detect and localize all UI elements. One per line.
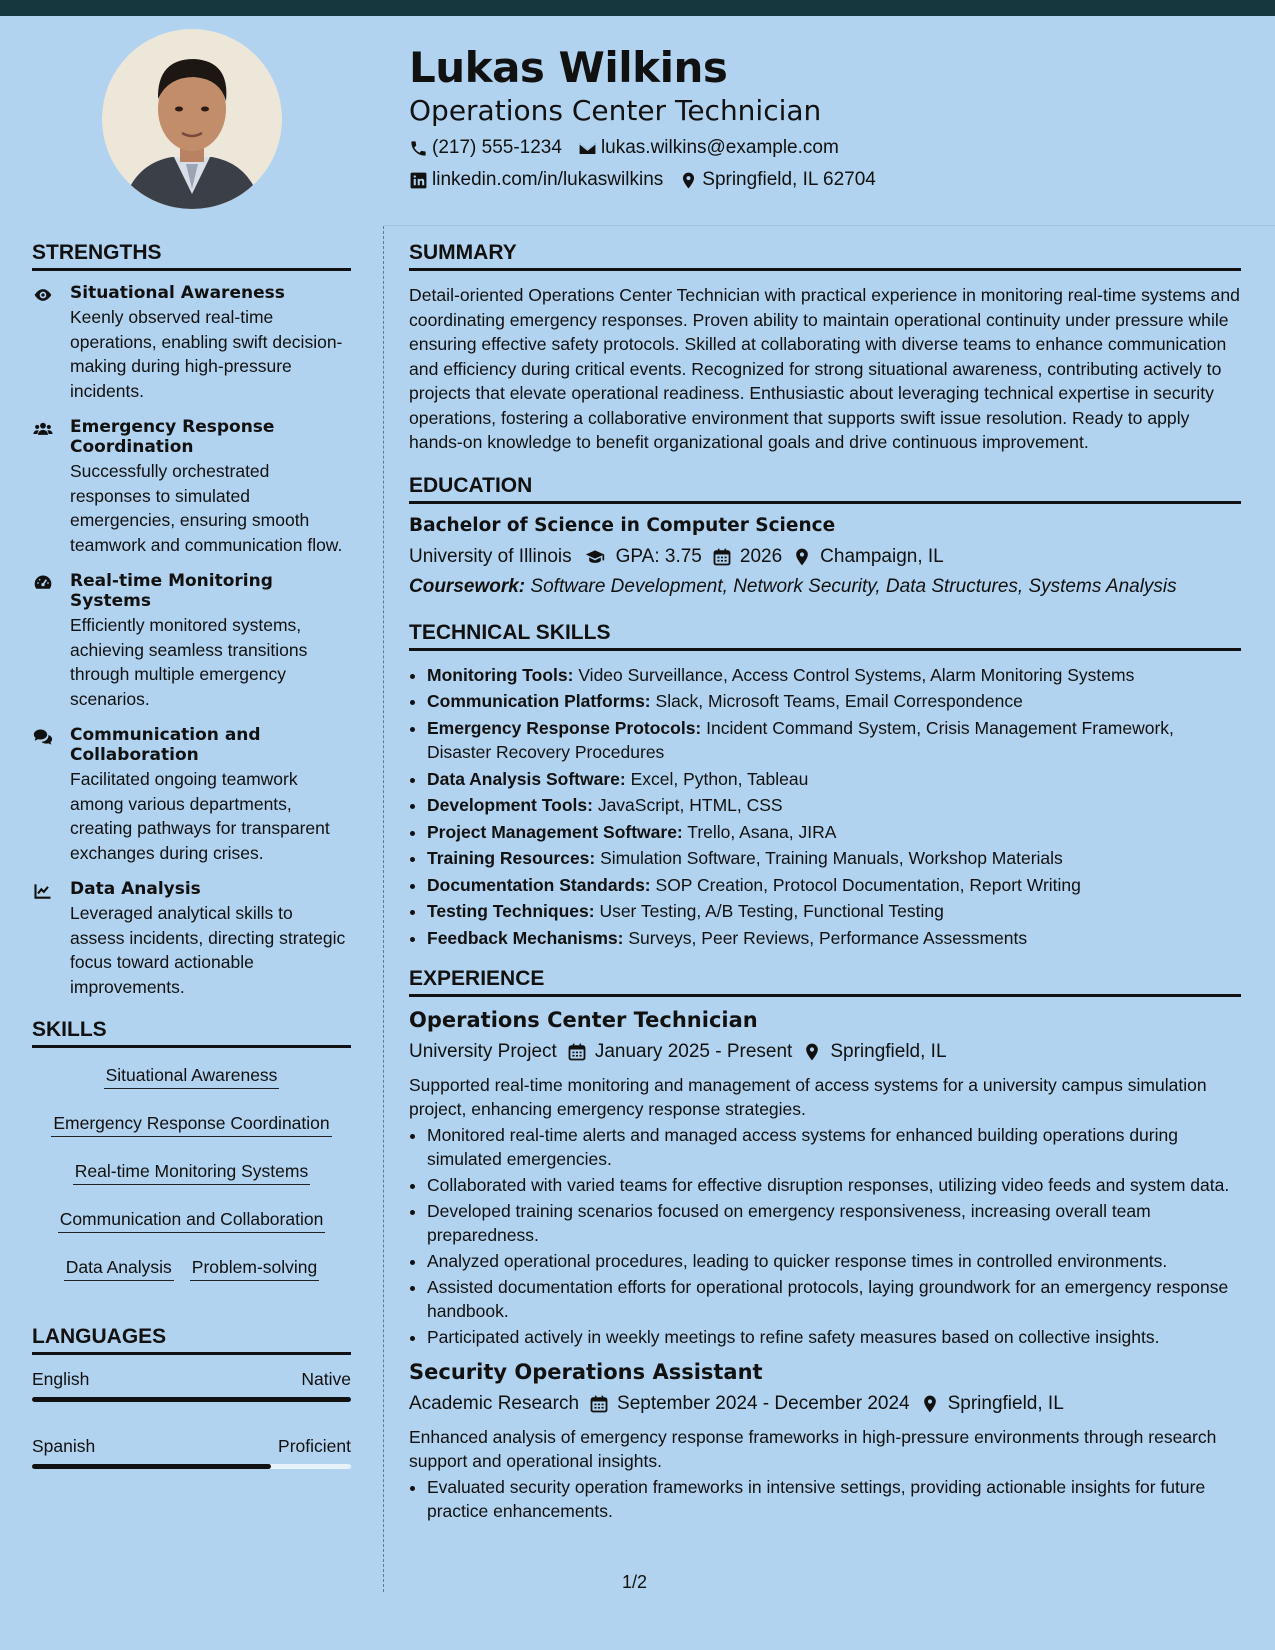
linkedin-item[interactable] [409, 168, 663, 192]
summary-text: Detail-oriented Operations Center Technician with practical experience in monitoring real-time systems and coordinating emergency responses. Proven ability to maintain operational continuity under pressure while ensuring effective safety protocols. Skilled at collaborating with diverse teams to enhance communication and efficiency during critical events. Recognized for strong situational awareness, contributing actively to projects that elevate operational readiness. Enthusiastic about leveraging technical expertise in security operations, fostering a collaborative environment that supports swift issue resolution. Ready to apply hands-on knowledge to benefit organizational goals and drive continuous improvement. [409, 285, 1240, 452]
map-pin-icon [792, 547, 812, 567]
job-description: Supported real-time monitoring and management of access systems for a university campus simulation project, enhancing emergency response strategies. [409, 1075, 1207, 1119]
email-item[interactable] [578, 136, 839, 160]
right-column [409, 238, 1241, 1535]
job-bullets [409, 1475, 1241, 1523]
tech-skill-value: Video Surveillance, Access Control Systems, Alarm Monitoring Systems [578, 664, 1135, 685]
chart-line-icon [32, 881, 54, 901]
skill-tag: Data Analysis [64, 1256, 174, 1281]
strength-desc: Efficiently monitored systems, achieving seamless transitions through multiple emergency scenarios. [70, 615, 308, 709]
strength-desc: Keenly observed real-time operations, enabling swift decision-making during high-pressure incidents. [70, 307, 343, 401]
contact-row-1 [409, 136, 1229, 160]
strength-title: Data Analysis [70, 879, 201, 899]
education-gpa: GPA: 3.75 [615, 545, 702, 567]
coursework-list: Software Development, Network Security, Data Structures, Systems Analysis [530, 575, 1177, 597]
skills-tags [32, 1060, 351, 1296]
tech-skill-value: SOP Creation, Protocol Documentation, Report Writing [655, 874, 1081, 895]
tech-skill-label: Testing Techniques: [427, 901, 595, 921]
location-item [679, 168, 876, 192]
job-description: Enhanced analysis of emergency response frameworks in high-pressure environments through research support and operational insights. [409, 1427, 1217, 1471]
strength-desc: Leveraged analytical skills to assess incidents, directing strategic focus toward actionable improvements. [70, 903, 346, 997]
list-item: • Collaborated with varied teams for effective disruption responses, utilizing video feeds and system data. [427, 1173, 1241, 1197]
linkedin-text[interactable]: linkedin.com/in/lukaswilkins [432, 169, 664, 190]
language-row [32, 1434, 351, 1458]
left-column [32, 238, 351, 1501]
strength-title: Emergency Response Coordination [70, 417, 275, 457]
strength-item [32, 283, 351, 403]
skill-tag: Situational Awareness [104, 1064, 280, 1089]
tech-skill-value: Simulation Software, Training Manuals, Workshop Materials [600, 848, 1063, 868]
language-name: Spanish [32, 1436, 96, 1456]
coursework [409, 574, 1241, 600]
map-pin-icon [920, 1394, 940, 1414]
tech-skill-label: Emergency Response Protocols: [427, 717, 702, 738]
list-item: • Developed training scenarios focused on emergency responsiveness, increasing overall team preparedness. [427, 1199, 1241, 1247]
candidate-name: Lukas Wilkins [409, 43, 728, 92]
email-text[interactable]: lukas.wilkins@example.com [600, 137, 839, 158]
skills-heading: SKILLS [32, 1015, 351, 1048]
strength-title: Communication and Collaboration [70, 725, 261, 765]
language-bar [32, 1464, 351, 1469]
strength-item [32, 879, 351, 999]
technical-skills-list [409, 663, 1241, 951]
strengths-heading: STRENGTHS [32, 238, 351, 271]
language-bar-fill [32, 1464, 271, 1469]
tech-skill-value: Surveys, Peer Reviews, Performance Assessments [628, 927, 1028, 948]
strength-item [32, 571, 351, 711]
list-item: • Participated actively in weekly meetings to refine safety measures based on collective insights. [427, 1325, 1241, 1349]
tech-skill-value: Trello, Asana, JIRA [687, 821, 837, 842]
job-entry [409, 1359, 1241, 1523]
language-bar [32, 1397, 351, 1402]
list-item [427, 793, 1241, 818]
calendar-icon [567, 1042, 587, 1062]
calendar-icon [589, 1394, 609, 1414]
job-bullets [409, 1123, 1241, 1349]
job-title: Security Operations Assistant [409, 1360, 763, 1384]
strength-desc: Facilitated ongoing teamwork among various departments, creating pathways for transparent exchanges during crises. [70, 769, 330, 863]
list-item [427, 716, 1241, 765]
education-school: University of Illinois [409, 545, 572, 567]
users-icon [32, 419, 54, 439]
language-bar-fill [32, 1397, 351, 1402]
list-item: • Analyzed operational procedures, leading to quicker response times in controlled environments. [427, 1249, 1241, 1273]
strength-item [32, 417, 351, 557]
education-year: 2026 [739, 545, 783, 567]
experience-heading: EXPERIENCE [409, 964, 1241, 997]
skill-tag: Real-time Monitoring Systems [73, 1160, 310, 1185]
list-item: • Monitored real-time alerts and managed access systems for enhanced building operations during simulated emergencies. [427, 1123, 1241, 1171]
tech-skill-value: User Testing, A/B Testing, Functional Testing [599, 901, 944, 921]
tech-skill-label: Communication Platforms: [427, 691, 651, 711]
languages-list [32, 1367, 351, 1469]
tech-skill-label: Monitoring Tools: [427, 664, 574, 685]
job-dates: September 2024 - December 2024 [617, 1393, 910, 1414]
graduation-cap-icon [582, 547, 608, 567]
language-name: English [32, 1369, 90, 1389]
contact-row-2 [409, 168, 1229, 192]
language-level: Native [301, 1369, 351, 1389]
tech-skill-label: Data Analysis Software: [427, 768, 626, 789]
tech-skill-value: Excel, Python, Tableau [630, 768, 809, 789]
comments-icon [32, 727, 54, 747]
list-item [427, 820, 1241, 845]
map-pin-icon [679, 171, 698, 190]
phone-item [409, 136, 562, 160]
tech-skill-label: Project Management Software: [427, 821, 683, 842]
tech-skill-value: Slack, Microsoft Teams, Email Correspondence [655, 691, 1023, 711]
list-item [427, 689, 1241, 714]
tech-skill-label: Documentation Standards: [427, 874, 651, 895]
list-item [427, 767, 1241, 792]
job-meta [409, 1391, 1241, 1417]
tech-skill-value: Incident Command System, Crisis Management Framework, Disaster Recovery Procedures [427, 717, 1174, 762]
list-item [427, 663, 1241, 688]
top-bar [0, 0, 1275, 16]
education-location: Champaign, IL [820, 545, 944, 567]
job-location: Springfield, IL [830, 1041, 947, 1062]
job-org: Academic Research [409, 1393, 580, 1414]
list-item [427, 846, 1241, 871]
candidate-title: Operations Center Technician [409, 94, 822, 127]
skill-tag: Communication and Collaboration [58, 1208, 326, 1233]
profile-photo [102, 29, 282, 209]
calendar-icon [712, 547, 732, 567]
gauge-icon [32, 573, 54, 593]
phone-text: (217) 555-1234 [432, 137, 562, 158]
skill-tag: Problem-solving [190, 1256, 319, 1281]
strength-item [32, 725, 351, 865]
linkedin-icon [409, 171, 428, 190]
summary-heading: SUMMARY [409, 238, 1241, 271]
job-title: Operations Center Technician [409, 1008, 758, 1032]
education-heading: EDUCATION [409, 471, 1241, 504]
language-row [32, 1367, 351, 1391]
education-meta [409, 544, 1241, 570]
job-entry [409, 1007, 1241, 1349]
job-location: Springfield, IL [947, 1393, 1064, 1414]
job-org: University Project [409, 1041, 557, 1062]
envelope-icon [578, 139, 597, 158]
strength-title: Situational Awareness [70, 283, 285, 303]
list-item: • Assisted documentation efforts for operational protocols, laying groundwork for an emergency response handbook. [427, 1275, 1241, 1323]
strength-desc: Successfully orchestrated responses to simulated emergencies, ensuring smooth teamwork and communication flow. [70, 461, 343, 555]
strength-title: Real-time Monitoring Systems [70, 571, 273, 611]
job-meta [409, 1039, 1241, 1065]
eye-icon [32, 285, 54, 305]
list-item [427, 926, 1241, 951]
resume-header [409, 44, 1229, 192]
column-divider [383, 226, 384, 1592]
list-item [427, 899, 1241, 924]
tech-skill-label: Development Tools: [427, 795, 593, 815]
education-degree: Bachelor of Science in Computer Science [409, 514, 836, 536]
phone-icon [409, 139, 428, 158]
list-item [427, 873, 1241, 898]
job-dates: January 2025 - Present [594, 1041, 793, 1062]
language-level: Proficient [278, 1436, 351, 1456]
tech-skill-label: Feedback Mechanisms: [427, 927, 624, 948]
list-item: • Evaluated security operation frameworks in intensive settings, providing actionable insights for future practice enhancements. [427, 1475, 1241, 1523]
coursework-label: Coursework: [409, 575, 526, 597]
page-number: 1/2 [622, 1572, 648, 1592]
map-pin-icon [802, 1042, 822, 1062]
languages-heading: LANGUAGES [32, 1322, 351, 1355]
skill-tag: Emergency Response Coordination [51, 1112, 331, 1137]
header-divider [384, 225, 1275, 226]
tech-skill-value: JavaScript, HTML, CSS [597, 795, 783, 815]
tech-skill-label: Training Resources: [427, 848, 596, 868]
location-text: Springfield, IL 62704 [702, 169, 876, 190]
technical-skills-heading: TECHNICAL SKILLS [409, 618, 1241, 651]
